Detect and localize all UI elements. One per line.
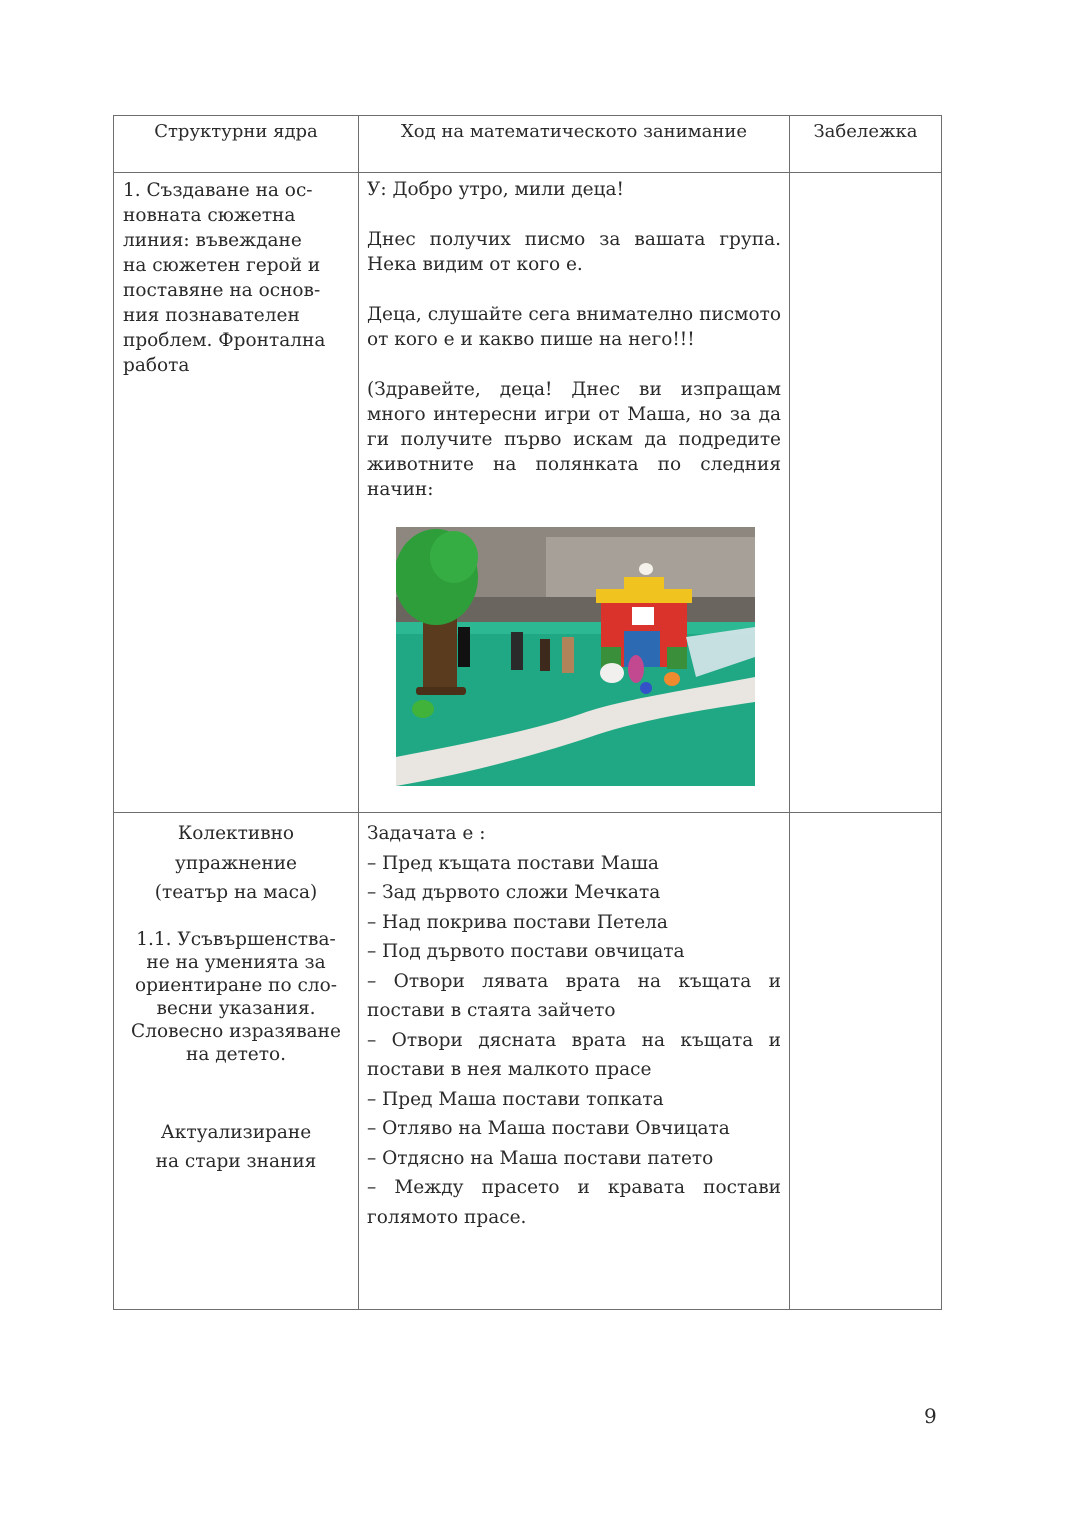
task-item: – Отвори лявата врата на къщата и постави в стаята зайчето: [367, 970, 781, 1021]
farm-scene-photo: [396, 527, 755, 786]
letter-content-text: (Здравейте, деца! Днес ви изпращам много интересни игри от Маша, но за да ги получите първо искам да подредите животните на полянката по следния начин:: [367, 379, 781, 500]
row1-note-cell: [790, 173, 942, 813]
task-item: – Над покрива постави Петела: [367, 911, 668, 933]
task-item: – Отдясно на Маша постави патето: [367, 1147, 714, 1169]
task-item: – Под дървото постави овчицата: [367, 941, 685, 962]
row2-structural-cell: [114, 813, 359, 1310]
row2-left-line: (театър на маса): [154, 882, 318, 903]
task-title: Задачата е :: [367, 823, 486, 844]
row2-left-line: Словесно изразяване: [131, 1020, 341, 1042]
row1-left-line: на сюжетен герой и: [123, 255, 321, 276]
lesson-table: [113, 115, 942, 1310]
listen-instruction-text: Деца, слушайте сега внимателно писмото от кого е и какво пише на него!!!: [367, 304, 781, 350]
task-item: – Между прасето и кравата постави голямото прасе.: [367, 1177, 781, 1228]
table-row: [114, 173, 942, 813]
row2-left-line: не на уменията за: [146, 951, 326, 973]
greeting-text: У: Добро утро, мили деца!: [367, 179, 624, 200]
row2-left-line: 1.1. Усъвършенства-: [136, 928, 336, 950]
header-note: Забележка: [790, 116, 942, 173]
row1-left-line: поставяне на основ-: [123, 280, 321, 301]
task-item: – Отляво на Маша постави Овчицата: [367, 1118, 730, 1139]
task-item: – Пред Маша постави топката: [367, 1088, 664, 1110]
row1-left-line: ния познавателен: [123, 305, 300, 326]
row2-note-cell: [790, 813, 942, 1310]
row2-left-line: на детето.: [185, 1043, 286, 1065]
row1-left-line: проблем. Фронтална: [123, 330, 326, 351]
letter-intro-text: Днес получих писмо за вашата група. Нека видим от кого е.: [367, 229, 781, 275]
task-item: – Пред къщата постави Маша: [367, 852, 659, 874]
row2-left-line: Колективно: [177, 823, 295, 844]
task-item: – Зад дървото сложи Мечката: [367, 882, 661, 903]
row2-left-line: упражнение: [175, 852, 297, 874]
row1-lesson-cell: [359, 173, 790, 813]
row2-left-line: на стари знания: [155, 1151, 317, 1172]
row1-left-line: 1. Създаване на ос-: [123, 180, 313, 201]
header-lesson-course: Ход на математическото занимание: [359, 116, 790, 173]
page-number: 9: [924, 1404, 937, 1428]
row2-left-line: Актуализиране: [160, 1121, 312, 1143]
row1-left-line: линия: въвеждане: [123, 230, 302, 251]
header-structural-cores: Структурни ядра: [114, 116, 359, 173]
row2-lesson-cell: [359, 813, 790, 1310]
row1-left-line: новната сюжетна: [123, 205, 296, 226]
row2-left-line: весни указания.: [156, 997, 316, 1019]
table-header-row: [114, 116, 942, 173]
row2-left-line: ориентиране по сло-: [134, 974, 338, 996]
row1-structural-cell: [114, 173, 359, 813]
row1-left-line: работа: [123, 355, 190, 376]
task-item: – Отвори дясната врата на къщата и постави в нея малкото прасе: [367, 1029, 781, 1080]
table-row: [114, 813, 942, 1310]
